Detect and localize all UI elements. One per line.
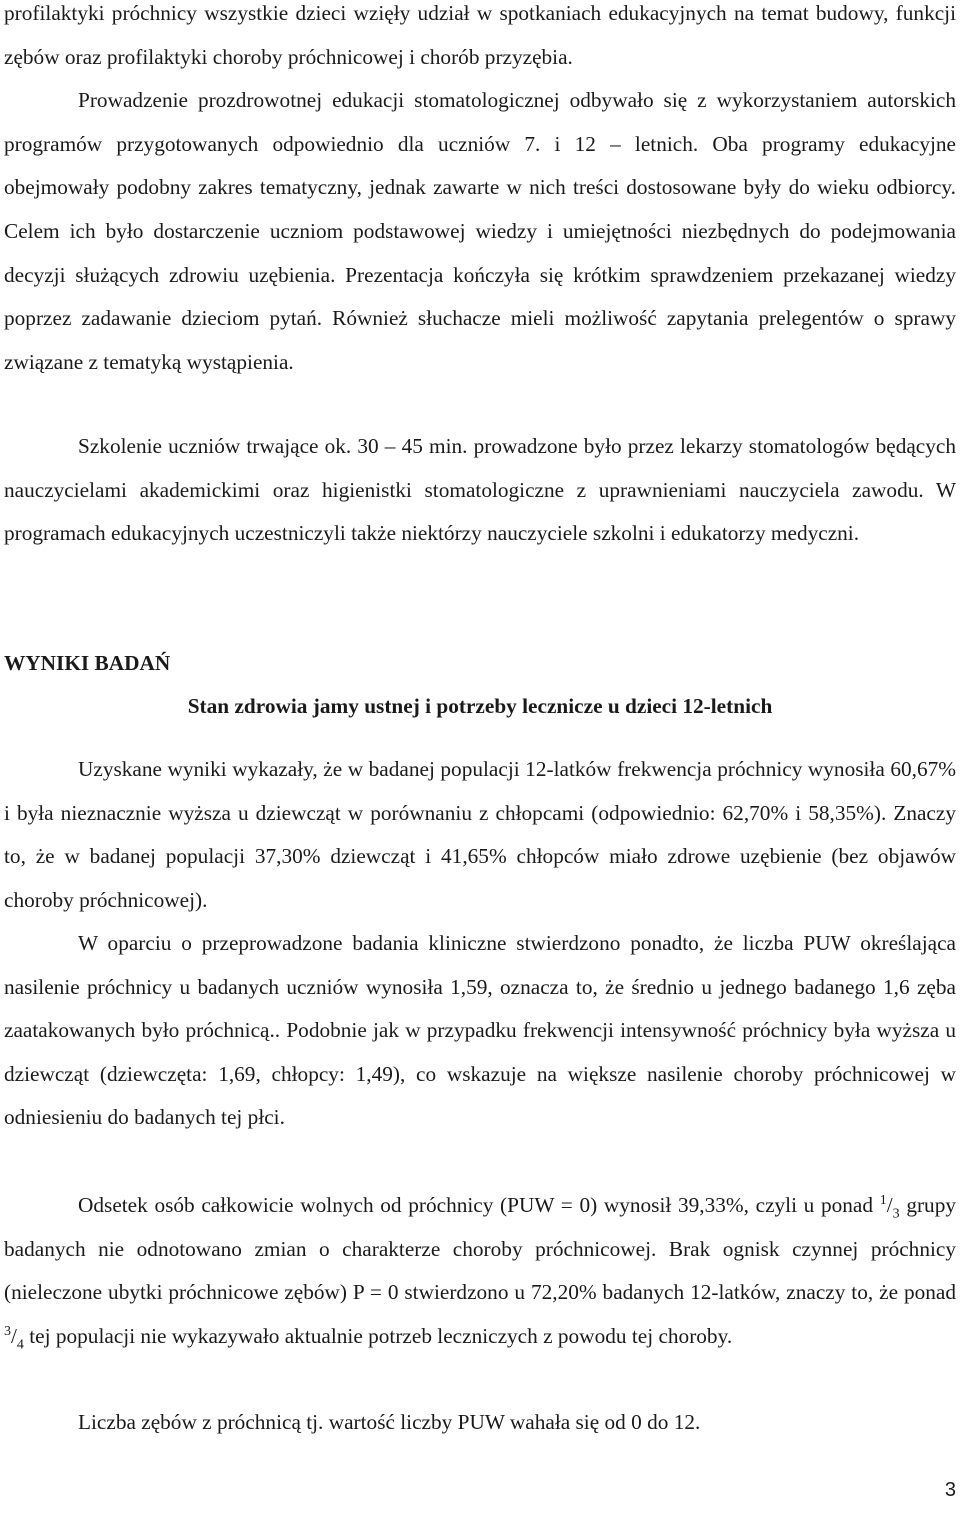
results-paragraph-3: Odsetek osób całkowicie wolnych od próchnicy (PUW = 0) wynosił 39,33%, czyli u ponad $^1/_3$ grupy badanych nie odnotowano zmian o charakterze choroby próchnicowej. Brak ognisk czynnej próchnicy (nieleczone ubytki próchnicowe zębów) P = 0 stwierdzono u 72,20% badanych 12-latków, znaczy to, że ponad $^3/_4$ tej populacji nie wykazywało aktualnie potrzeb leczniczych z powodu tej choroby.	[4, 1192, 956, 1353]
results-paragraph-3-part-b: grupy badanych nie odnotowano zmian o charakterze choroby próchnicowej. Brak ognisk czynnej próchnicy (nieleczone ubytki próchnicowe zębów) P = 0 stwierdzono u 72,20% badanych 12-latków, znaczy to, że ponad	[4, 1193, 956, 1305]
results-paragraph-3-part-a: Odsetek osób całkowicie wolnych od próchnicy (PUW = 0) wynosił 39,33%, czyli u ponad	[78, 1193, 874, 1217]
fraction-2-numerator: 3	[4, 1323, 11, 1339]
intro-paragraph-2: Szkolenie uczniów trwające ok. 30 – 45 min. prowadzone było przez lekarzy stomatologów będących nauczycielami akademickimi oraz higienistki stomatologiczne z uprawnieniami nauczyciela zawodu. W programach edukacyjnych uczestniczyli także niektórzy nauczyciele szkolni i edukatorzy medyczni.	[4, 434, 956, 546]
intro-paragraph-1a: profilaktyki próchnicy wszystkie dzieci wzięły udział w spotkaniach edukacyjnych na temat budowy, funkcji zębów oraz profilaktyki choroby próchnicowej i chorób przyzębia.	[4, 1, 956, 69]
page-number: 3	[944, 1479, 956, 1501]
results-paragraph-4: Liczba zębów z próchnicą tj. wartość liczby PUW wahała się od 0 do 12.	[78, 1410, 701, 1434]
fraction-1-numerator: 1	[879, 1192, 887, 1208]
intro-paragraph-1b: Prowadzenie prozdrowotnej edukacji stomatologicznej odbywało się z wykorzystaniem autorskich programów przygotowanych odpowiednio dla uczniów 7. i 12 – letnich. Oba programy edukacyjne obejmowały podobny zakres tematyczny, jednak zawarte w nich treści dostosowane były do wieku odbiorcy. Celem ich było dostarczenie uczniom podstawowej wiedzy i umiejętności niezbędnych do podejmowania decyzji służących zdrowiu uzębienia. Prezentacja kończyła się krótkim sprawdzeniem przekazanej wiedzy poprzez zadawanie dzieciom pytań. Również słuchacze mieli możliwość zapytania prelegentów o sprawy związane z tematyką wystąpienia.	[4, 88, 956, 374]
fraction-2-denominator: 4	[16, 1337, 24, 1353]
results-paragraph-3-part-c: tej populacji nie wykazywało aktualnie potrzeb leczniczych z powodu tej choroby.	[29, 1323, 733, 1348]
section-subheading: Stan zdrowia jamy ustnej i potrzeby lecznicze u dzieci 12-letnich	[187, 694, 773, 718]
section-heading: WYNIKI BADAŃ	[4, 651, 171, 675]
fraction-1-denominator: 3	[892, 1206, 900, 1222]
results-paragraph-1: Uzyskane wyniki wykazały, że w badanej populacji 12-latków frekwencja próchnicy wynosiła 60,67% i była nieznacznie wyższa u dziewcząt w porównaniu z chłopcami (odpowiednio: 62,70% i 58,35%). Znaczy to, że w badanej populacji 37,30% dziewcząt i 41,65% chłopców miało zdrowe uzębienie (bez objawów choroby próchnicowej).	[4, 757, 956, 912]
intro-paragraph-1	[4, 0, 956, 384]
results-paragraph-2: W oparciu o przeprowadzone badania kliniczne stwierdzono ponadto, że liczba PUW określająca nasilenie próchnicy u badanych uczniów wynosiła 1,59, oznacza to, że średnio u jednego badanego 1,6 zęba zaatakowanych było próchnicą.. Podobnie jak w przypadku frekwencji intensywność próchnicy była wyższa u dziewcząt (dziewczęta: 1,69, chłopcy: 1,49), co wskazuje na większe nasilenie choroby próchnicowej w odniesieniu do badanych tej płci.	[4, 931, 956, 1130]
